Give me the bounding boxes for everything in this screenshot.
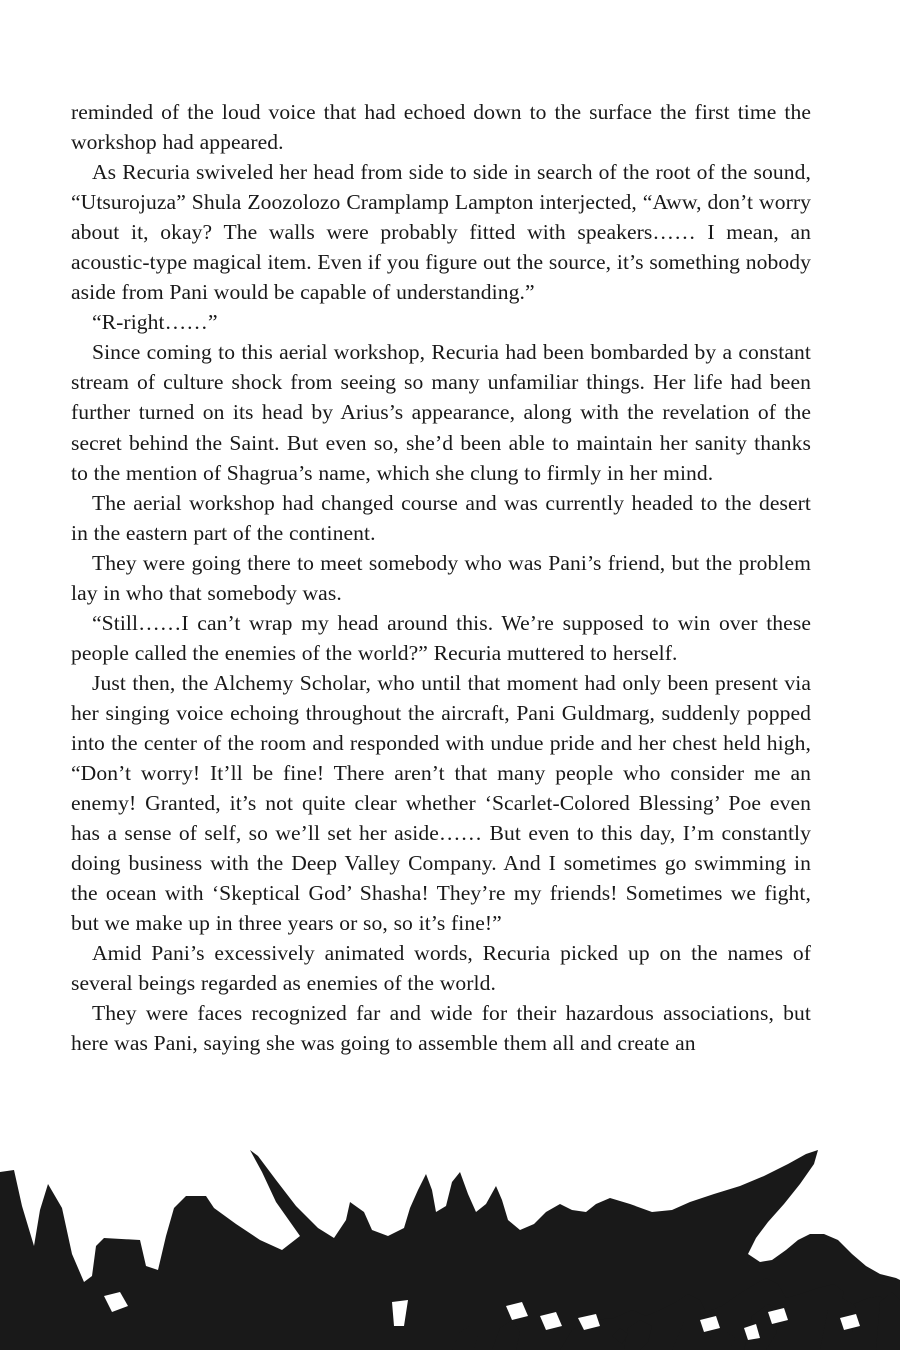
paragraph: They were going there to meet somebody who was Pani’s friend, but the problem lay in who that somebody was. <box>71 550 811 605</box>
paragraph: They were faces recognized far and wide for their hazardous associations, but here was Pani, saying she was going to assemble them all and create an <box>71 1001 811 1056</box>
paragraph: reminded of the loud voice that had echoed down to the surface the first time the workshop had appeared. <box>71 100 811 155</box>
paragraph: As Recuria swiveled her head from side to side in search of the root of the sound, “Utsurojuza” Shula Zoozolozo Cramplamp Lampton interjected, “Aww, don’t worry about it, okay? The walls were probably fitted with speakers…… I mean, an acoustic-type magical item. Even if you figure out the source, it’s something nobody aside from Pani would be capable of understanding.” <box>71 160 811 305</box>
paragraph: Amid Pani’s excessively animated words, Recuria picked up on the names of several beings regarded as enemies of the world. <box>71 941 811 996</box>
paragraph: The aerial workshop had changed course and was currently headed to the desert in the eastern part of the continent. <box>71 490 811 545</box>
jagged-debris-silhouette-illustration <box>0 1150 900 1350</box>
paragraph: Just then, the Alchemy Scholar, who until that moment had only been present via her singing voice echoing throughout the aircraft, Pani Guldmarg, suddenly popped into the center of the room and responded with undue pride and her chest held high, “Don’t worry! It’ll be fine! There aren’t that many people who consider me an enemy! Granted, it’s not quite clear whether ‘Scarlet-Colored Blessing’ Poe even has a sense of self, so we’ll set her aside…… But even to this day, I’m constantly doing business with the Deep Valley Company. And I sometimes go swimming in the ocean with ‘Skeptical God’ Shasha! They’re my friends! Sometimes we fight, but we make up in three years or so, so it’s fine!” <box>71 670 811 936</box>
paragraph: “R-right……” <box>92 310 218 335</box>
body-text-column <box>71 97 811 1059</box>
paragraph: Since coming to this aerial workshop, Recuria had been bombarded by a constant stream of culture shock from seeing so many unfamiliar things. Her life had been further turned on its head by Arius’s appearance, along with the revelation of the secret behind the Saint. But even so, she’d been able to maintain her sanity thanks to the mention of Shagrua’s name, which she clung to firmly in her mind. <box>71 340 811 485</box>
paragraph: “Still……I can’t wrap my head around this. We’re supposed to win over these people called the enemies of the world?” Recuria muttered to herself. <box>71 610 811 665</box>
